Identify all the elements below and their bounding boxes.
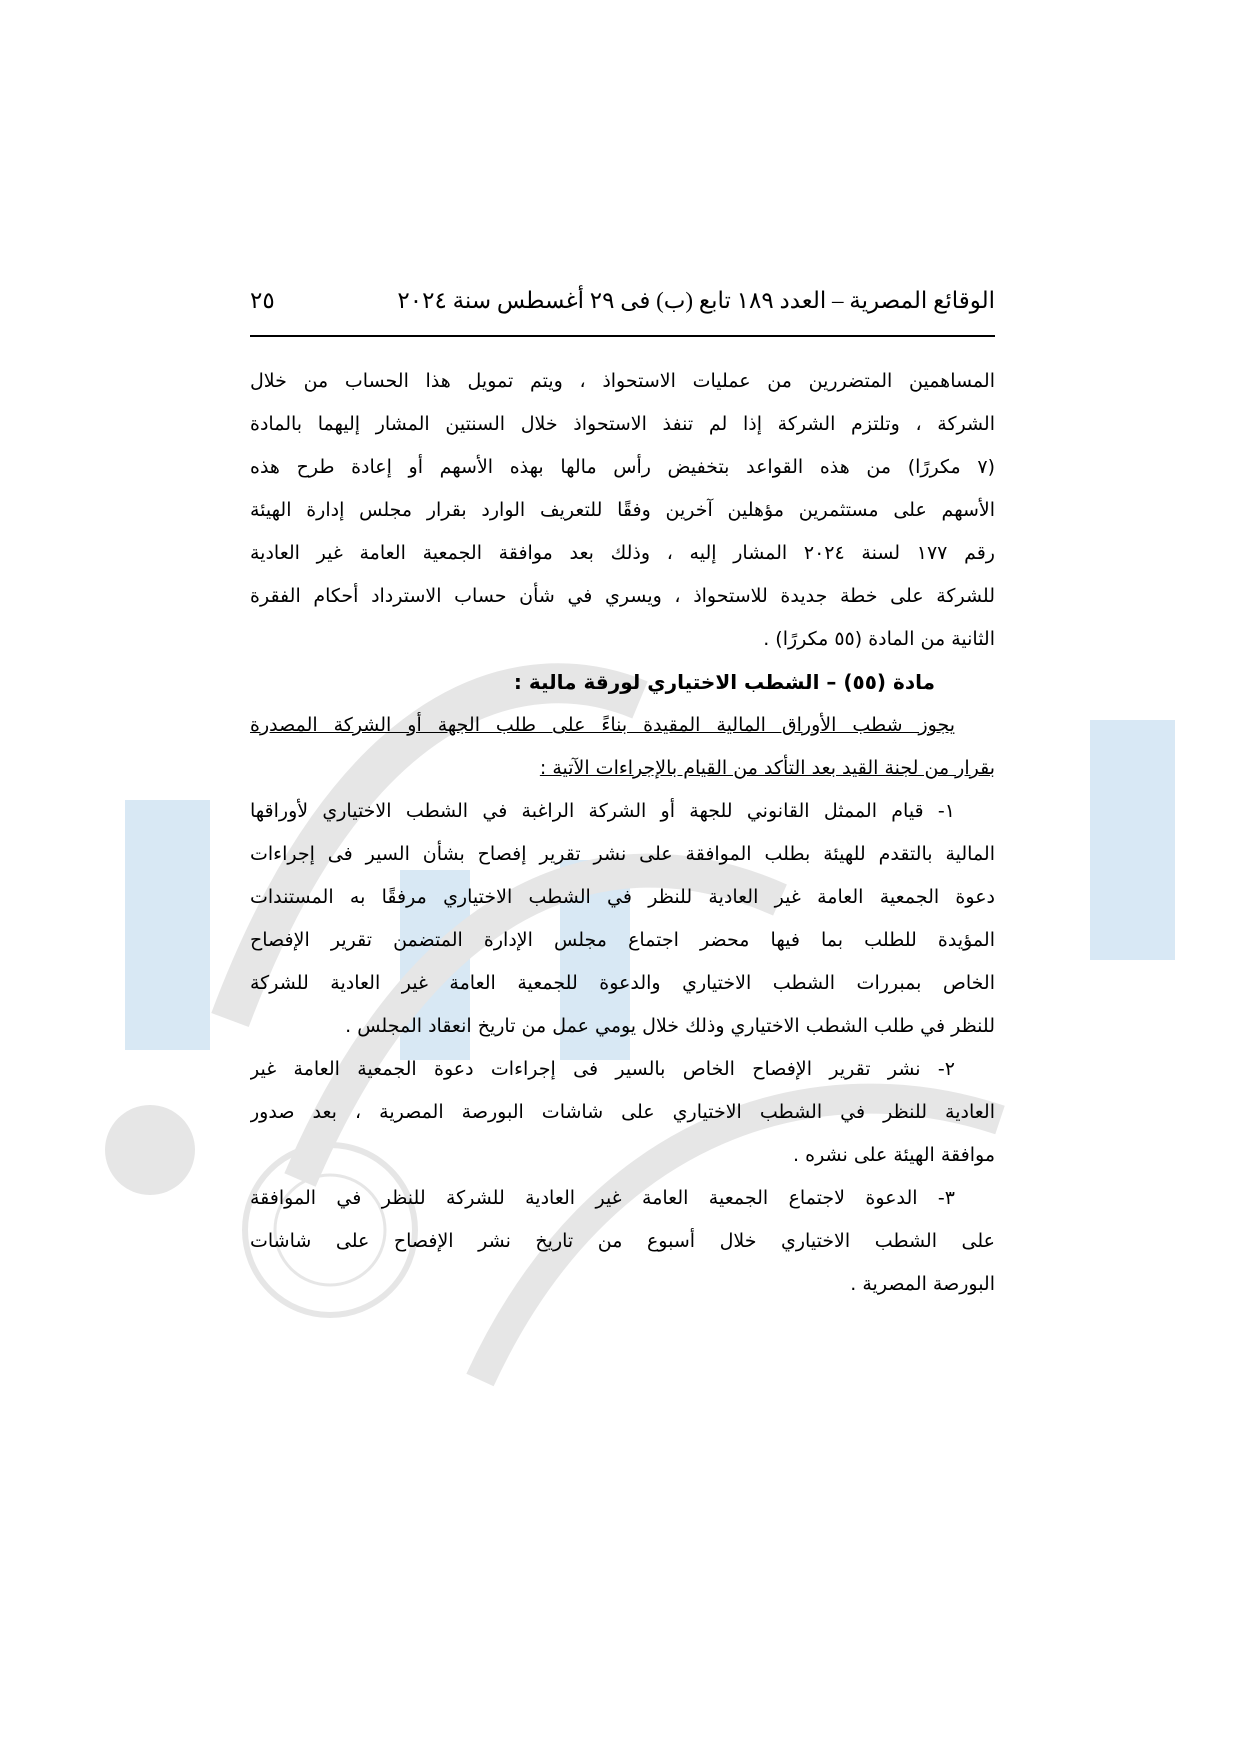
text-line: الشركة ، وتلتزم الشركة إذا لم تنفذ الاستحواذ خلال السنتين المشار إليهما بالمادة xyxy=(250,413,995,435)
document-body xyxy=(250,360,995,1306)
header-divider xyxy=(250,335,995,337)
text-line: الأسهم على مستثمرين مؤهلين آخرين وفقًا للتعريف الوارد بقرار مجلس إدارة الهيئة xyxy=(250,499,995,521)
page-number: ٢٥ xyxy=(250,288,275,313)
article-heading: مادة (٥٥) – الشطب الاختياري لورقة مالية : xyxy=(513,670,935,694)
list-item-line: على الشطب الاختياري خلال أسبوع من تاريخ نشر الإفصاح على شاشات xyxy=(250,1230,995,1252)
text-line: للشركة على خطة جديدة للاستحواذ ، ويسري في شأن حساب الاسترداد أحكام الفقرة xyxy=(250,585,995,607)
text-line: بقرار من لجنة القيد بعد التأكد من القيام بالإجراءات الآتية : xyxy=(539,757,995,779)
list-item-line: المالية بالتقدم للهيئة بطلب الموافقة على نشر تقرير إفصاح بشأن السير فى إجراءات xyxy=(250,843,995,865)
header-title: الوقائع المصرية – العدد ١٨٩ تابع (ب) فى ٢٩ أغسطس سنة ٢٠٢٤ xyxy=(397,288,995,313)
list-item-line: العادية للنظر في الشطب الاختياري على شاشات البورصة المصرية ، بعد صدور xyxy=(250,1101,995,1123)
watermark-bar-right xyxy=(1090,720,1175,960)
text-line: (٧ مكررًا) من هذه القواعد بتخفيض رأس مالها بهذه الأسهم أو إعادة طرح هذه xyxy=(250,456,995,478)
list-item-line: للنظر في طلب الشطب الاختياري وذلك خلال يومي عمل من تاريخ انعقاد المجلس . xyxy=(345,1015,995,1037)
list-item-line: ٣- الدعوة لاجتماع الجمعية العامة غير العادية للشركة للنظر في الموافقة xyxy=(250,1187,955,1209)
list-item-line: ١- قيام الممثل القانوني للجهة أو الشركة الراغبة في الشطب الاختياري لأوراقها xyxy=(250,800,955,822)
text-line: يجوز شطب الأوراق المالية المقيدة بناءً على طلب الجهة أو الشركة المصدرة xyxy=(250,714,955,736)
page-header xyxy=(250,288,995,328)
list-item-line: البورصة المصرية . xyxy=(850,1273,995,1295)
watermark-bar-left xyxy=(125,800,210,1050)
list-item-line: المؤيدة للطلب بما فيها محضر اجتماع مجلس الإدارة المتضمن تقرير الإفصاح xyxy=(250,929,995,951)
text-line: رقم ١٧٧ لسنة ٢٠٢٤ المشار إليه ، وذلك بعد موافقة الجمعية العامة غير العادية xyxy=(250,542,995,564)
list-item-line: ٢- نشر تقرير الإفصاح الخاص بالسير فى إجراءات دعوة الجمعية العامة غير xyxy=(250,1058,955,1080)
list-item-line: موافقة الهيئة على نشره . xyxy=(793,1144,995,1166)
watermark-dot xyxy=(105,1105,195,1195)
list-item-line: دعوة الجمعية العامة غير العادية للنظر في الشطب الاختياري مرفقًا به المستندات xyxy=(250,886,995,908)
text-line: المساهمين المتضررين من عمليات الاستحواذ ، ويتم تمويل هذا الحساب من خلال xyxy=(250,370,995,392)
text-line: الثانية من المادة (٥٥ مكررًا) . xyxy=(763,628,995,650)
list-item-line: الخاص بمبررات الشطب الاختياري والدعوة للجمعية العامة غير العادية للشركة xyxy=(250,972,995,994)
